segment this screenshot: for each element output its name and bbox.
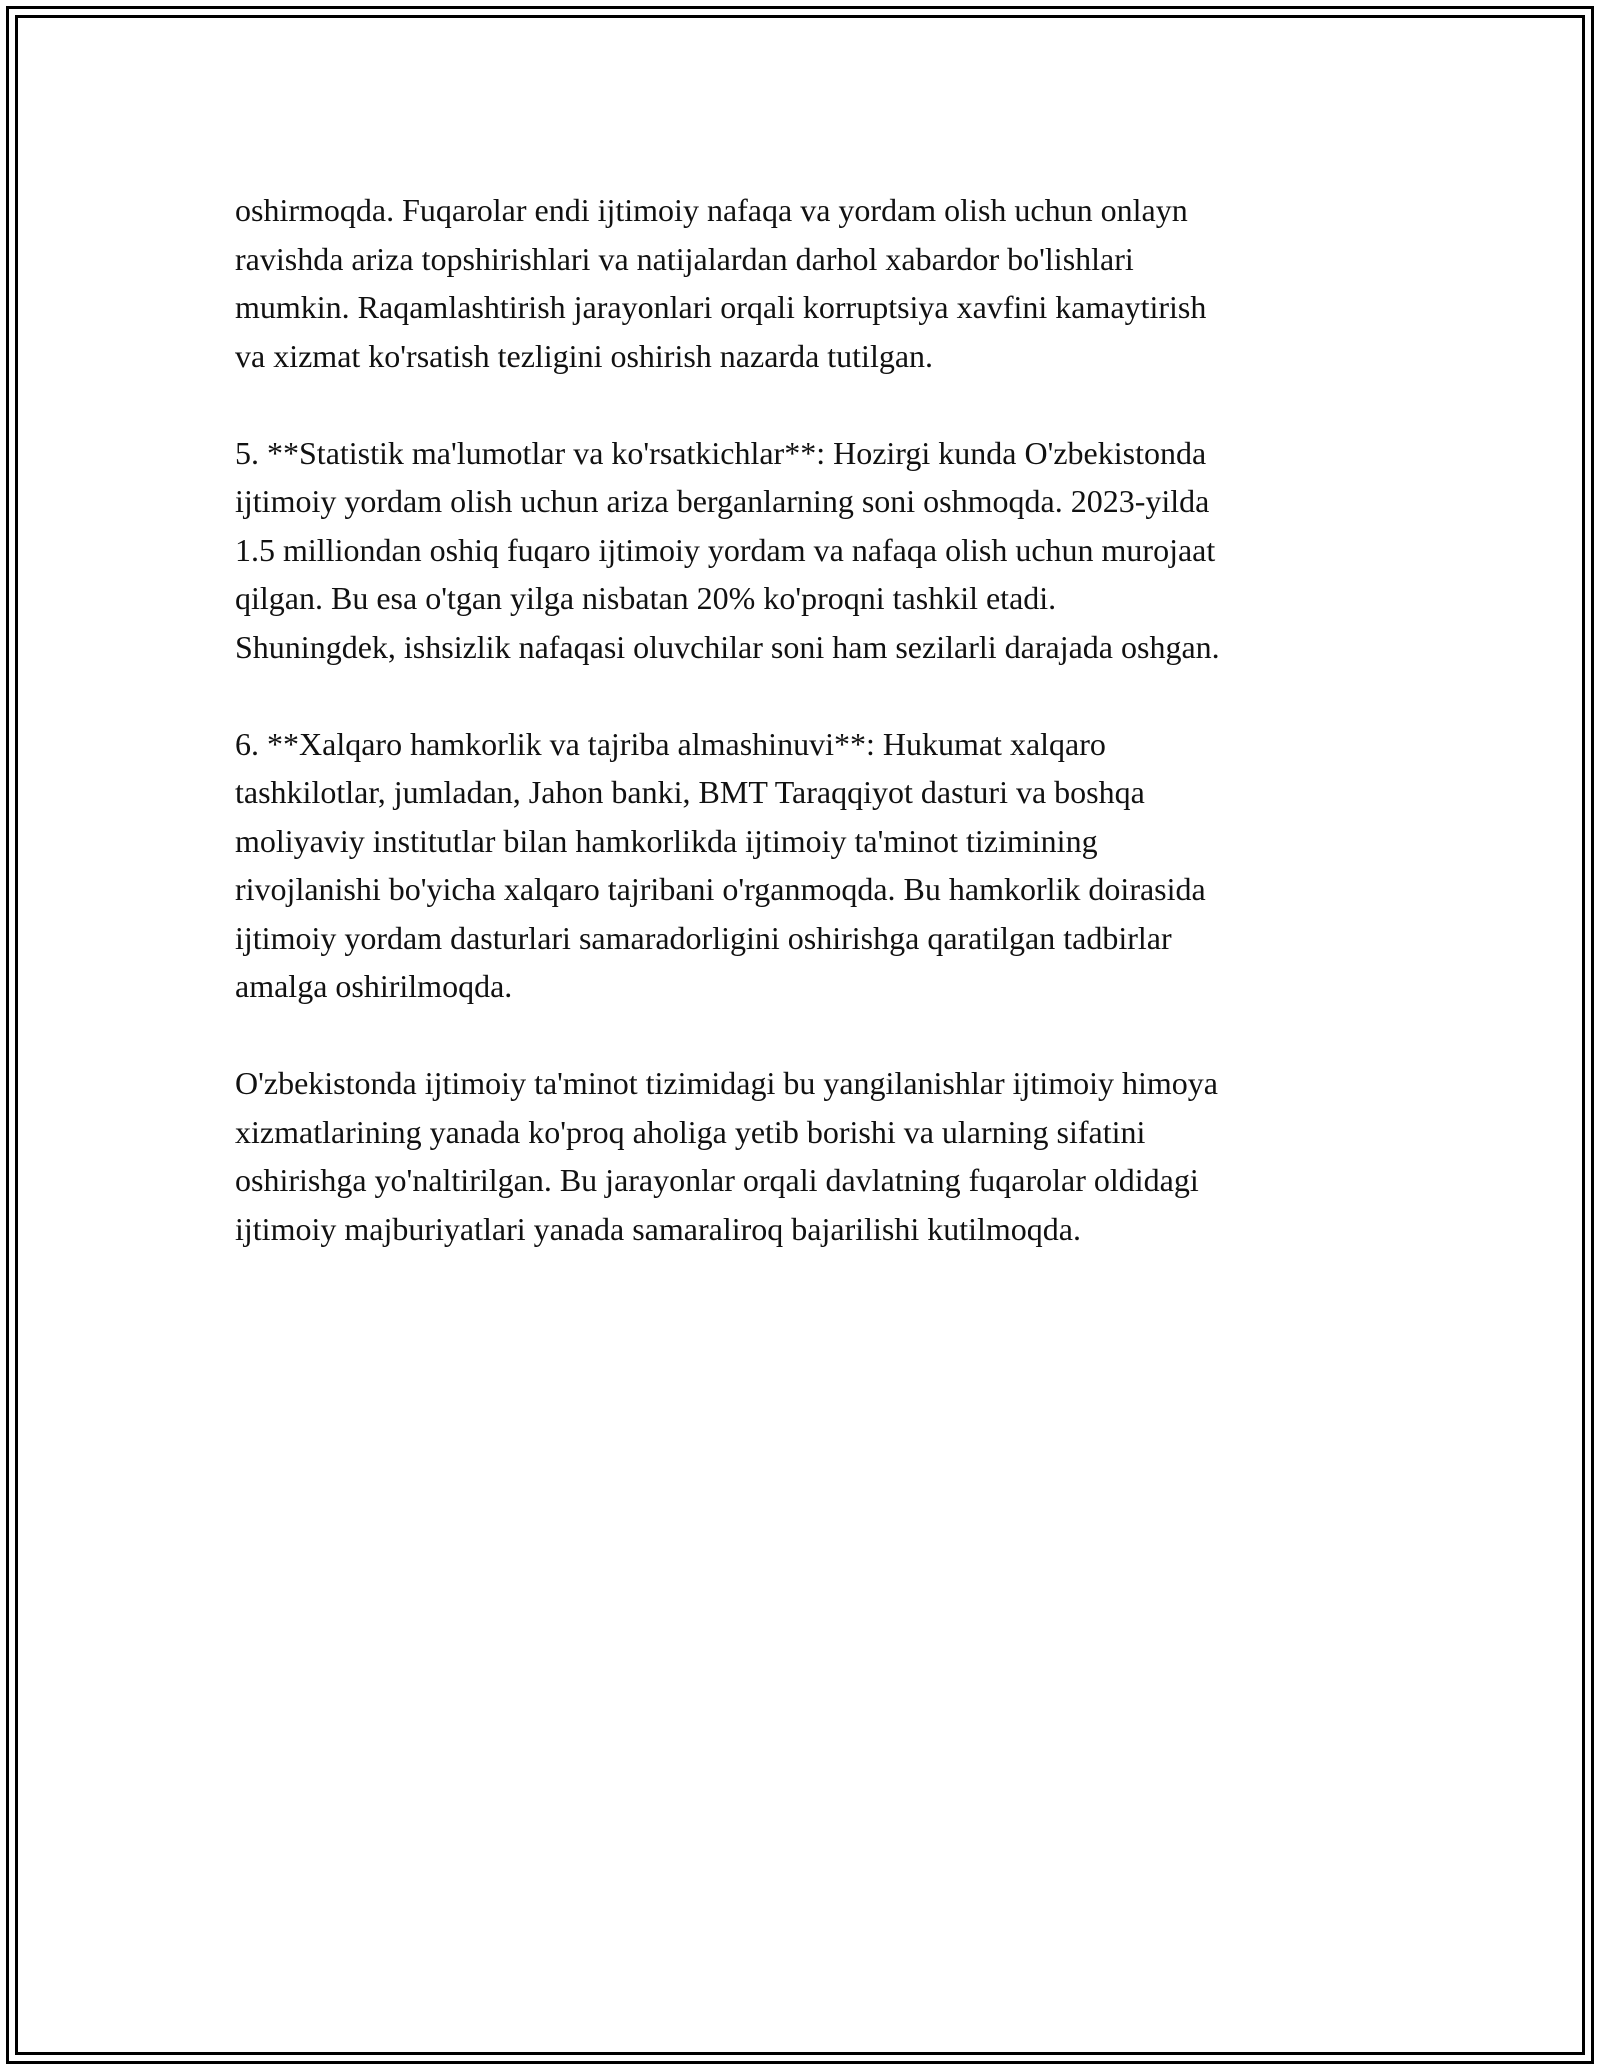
text-line: 6. **Xalqaro hamkorlik va tajriba almashinuvi**: Hukumat xalqaro [235, 725, 1106, 762]
text-line: va xizmat ko'rsatish tezligini oshirish nazarda tutilgan. [235, 337, 934, 374]
text-line: xizmatlarining yanada ko'proq aholiga yetib borishi va ularning sifatini [235, 1113, 1146, 1150]
text-line: ijtimoiy yordam dasturlari samaradorligini oshirishga qaratilgan tadbirlar [235, 919, 1172, 956]
text-line: moliyaviy institutlar bilan hamkorlikda ijtimoiy ta'minot tizimining [235, 822, 1098, 859]
paragraph-digital-services [235, 186, 1375, 380]
text-line: Shuningdek, ishsizlik nafaqasi oluvchilar soni ham sezilarli darajada oshgan. [235, 628, 1220, 665]
paragraph-international-cooperation [235, 720, 1375, 1011]
text-line: 5. **Statistik ma'lumotlar va ko'rsatkichlar**: Hozirgi kunda O'zbekistonda [235, 434, 1207, 471]
text-line: tashkilotlar, jumladan, Jahon banki, BMT Taraqqiyot dasturi va boshqa [235, 774, 1145, 810]
text-line: oshirmoqda. Fuqarolar endi ijtimoiy nafaqa va yordam olish uchun onlayn [235, 192, 1188, 228]
text-line: mumkin. Raqamlashtirish jarayonlari orqali korruptsiya xavfini kamaytirish [235, 289, 1207, 325]
text-line: oshirishga yo'naltirilgan. Bu jarayonlar orqali davlatning fuqarolar oldidagi [235, 1162, 1199, 1198]
text-line: ravishda ariza topshirishlari va natijalardan darhol xabardor bo'lishlari [235, 240, 1134, 277]
text-line: ijtimoiy majburiyatlari yanada samaraliroq bajarilishi kutilmoqda. [235, 1210, 1081, 1247]
text-line: 1.5 milliondan oshiq fuqaro ijtimoiy yordam va nafaqa olish uchun murojaat [235, 531, 1216, 568]
document-body [235, 186, 1375, 1302]
text-line: qilgan. Bu esa o'tgan yilga nisbatan 20% ko'proqni tashkil etadi. [235, 580, 1057, 616]
text-line: amalga oshirilmoqda. [235, 968, 513, 1004]
text-line: rivojlanishi bo'yicha xalqaro tajribani o'rganmoqda. Bu hamkorlik doirasida [235, 871, 1206, 907]
paragraph-statistics [235, 429, 1375, 672]
text-line: O'zbekistonda ijtimoiy ta'minot tizimidagi bu yangilanishlar ijtimoiy himoya [235, 1065, 1218, 1101]
paragraph-conclusion [235, 1059, 1375, 1253]
text-line: ijtimoiy yordam olish uchun ariza berganlarning soni oshmoqda. 2023-yilda [235, 483, 1210, 519]
